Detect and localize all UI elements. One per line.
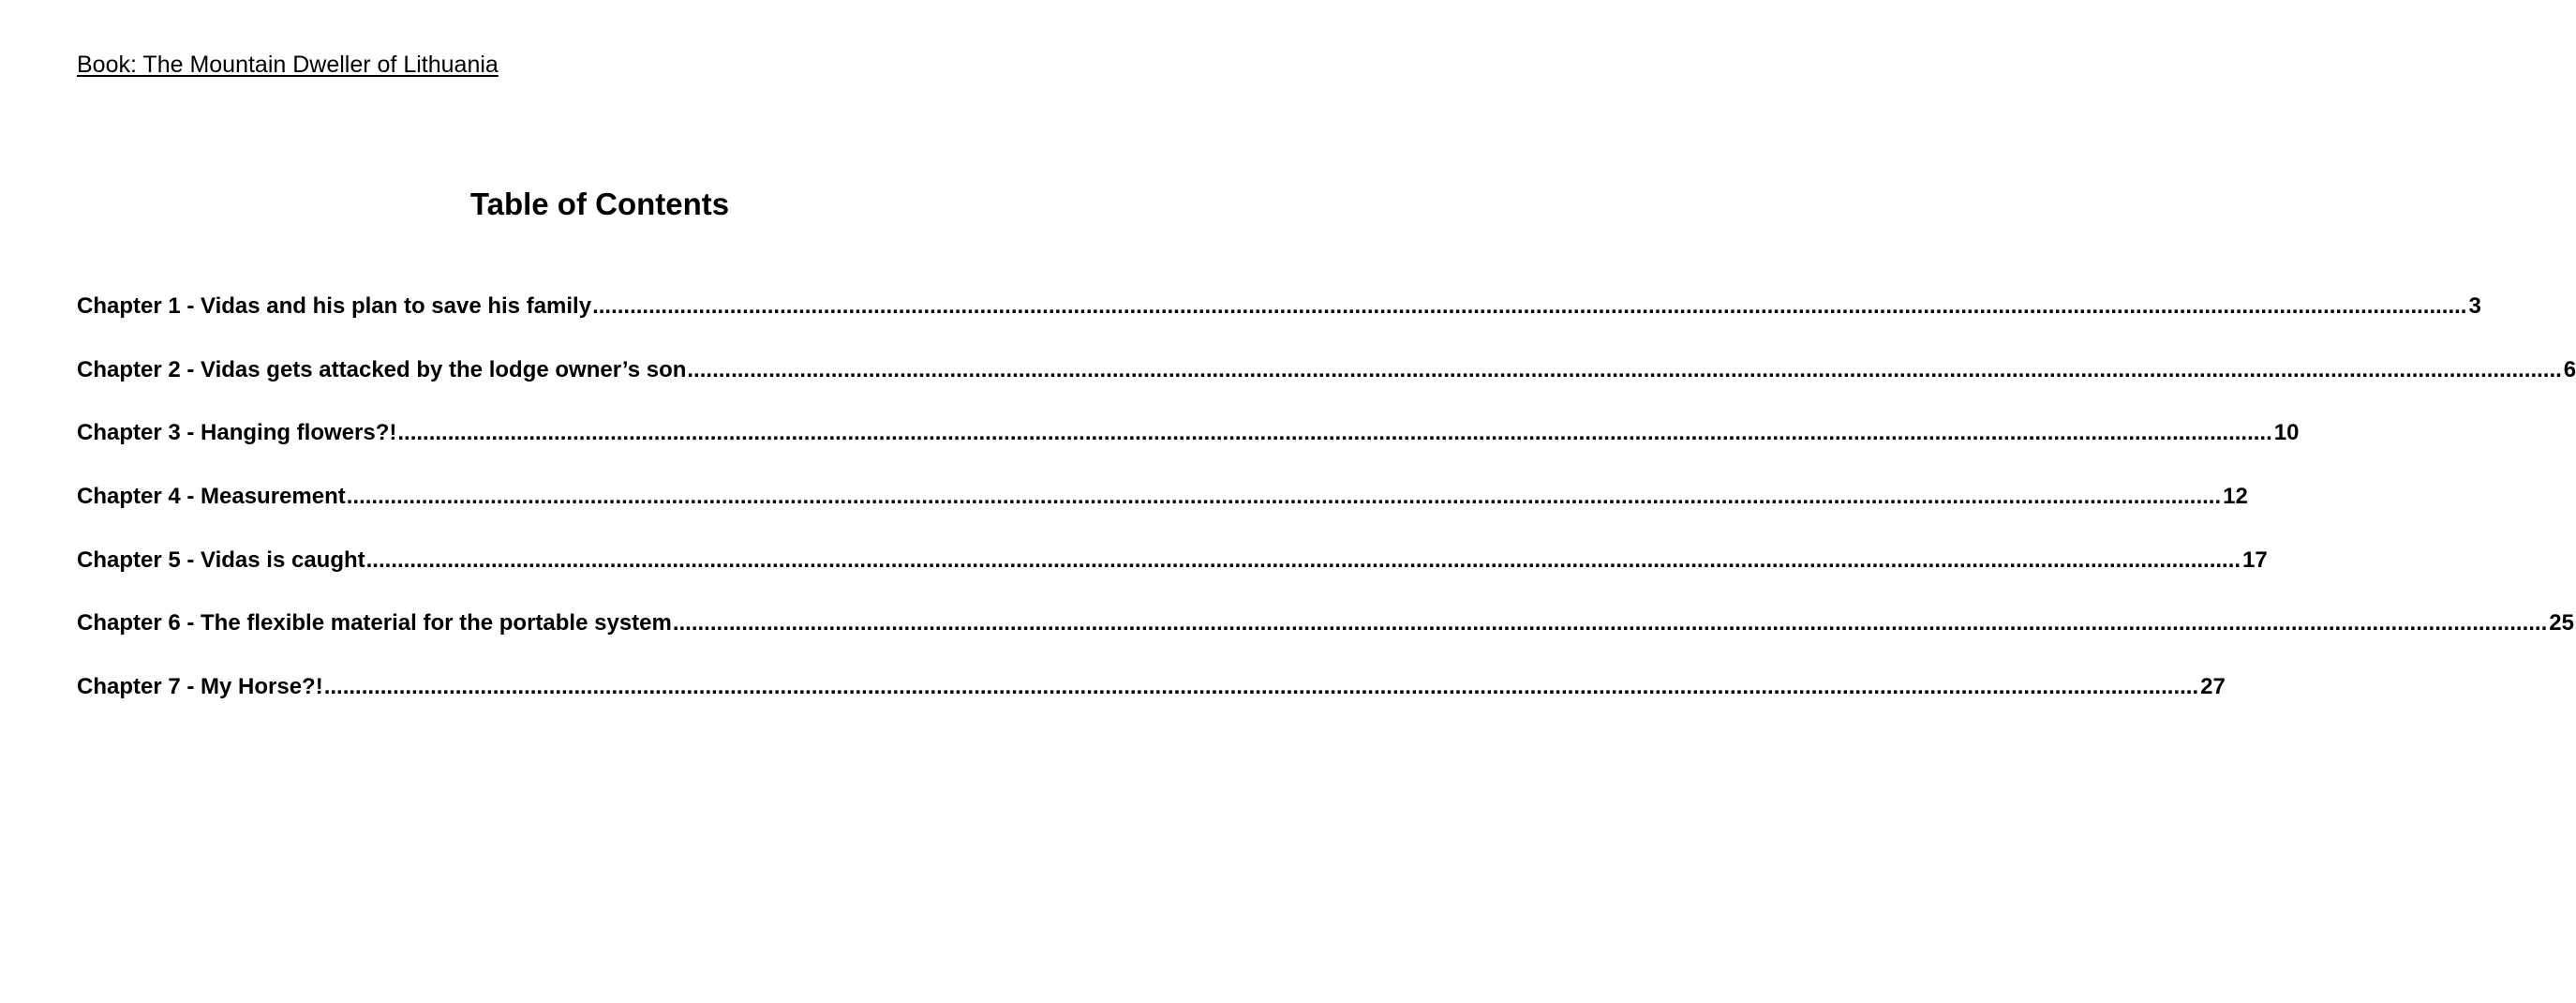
toc-entry-chapter-6[interactable] (77, 609, 2574, 673)
toc-entry-page-number: 10 (2273, 420, 2300, 446)
toc-heading: Table of Contents (469, 187, 730, 221)
toc-entry-page-number: 17 (2242, 546, 2268, 573)
toc-entry-page-number: 12 (2223, 484, 2248, 510)
toc-entry-page-number: 3 (2468, 293, 2481, 319)
toc-entry-page-number: 6 (2563, 356, 2576, 382)
toc-dot-leader: ............................................................................................................................................................................................................................................................................................................ (323, 674, 2199, 700)
book-title-header: Book: The Mountain Dweller of Lithuania (77, 52, 499, 78)
toc-entry-label: Chapter 1 - Vidas and his plan to save his family (77, 293, 592, 319)
table-of-contents (77, 292, 2576, 737)
toc-entry-label: Chapter 2 - Vidas gets attacked by the lodge owner’s son (77, 356, 687, 382)
toc-entry-label: Chapter 7 - My Horse?! (77, 674, 323, 700)
toc-entry-chapter-2[interactable] (77, 356, 2576, 420)
toc-dot-leader: ............................................................................................................................................................................................................................................................................................................ (397, 420, 2272, 446)
toc-dot-leader: ............................................................................................................................................................................................................................................................................................................ (346, 484, 2222, 510)
toc-entry-label: Chapter 5 - Vidas is caught (77, 546, 365, 573)
toc-entry-label: Chapter 4 - Measurement (77, 484, 346, 510)
toc-dot-leader: ............................................................................................................................................................................................................................................................................................................ (672, 610, 2548, 636)
toc-entry-page-number: 27 (2200, 674, 2226, 700)
toc-entry-label: Chapter 6 - The flexible material for the portable system (77, 610, 672, 636)
toc-dot-leader: ............................................................................................................................................................................................................................................................................................................ (592, 293, 2467, 319)
toc-entry-page-number: 25 (2549, 610, 2574, 636)
toc-entry-chapter-3[interactable] (77, 419, 2300, 483)
toc-entry-chapter-7[interactable] (77, 673, 2226, 737)
toc-entry-chapter-1[interactable] (77, 292, 2481, 356)
toc-entry-chapter-5[interactable] (77, 546, 2268, 610)
toc-dot-leader: ............................................................................................................................................................................................................................................................................................................ (365, 546, 2241, 573)
toc-entry-chapter-4[interactable] (77, 483, 2248, 546)
toc-dot-leader: ............................................................................................................................................................................................................................................................................................................ (687, 356, 2562, 382)
toc-entry-label: Chapter 3 - Hanging flowers?! (77, 420, 397, 446)
